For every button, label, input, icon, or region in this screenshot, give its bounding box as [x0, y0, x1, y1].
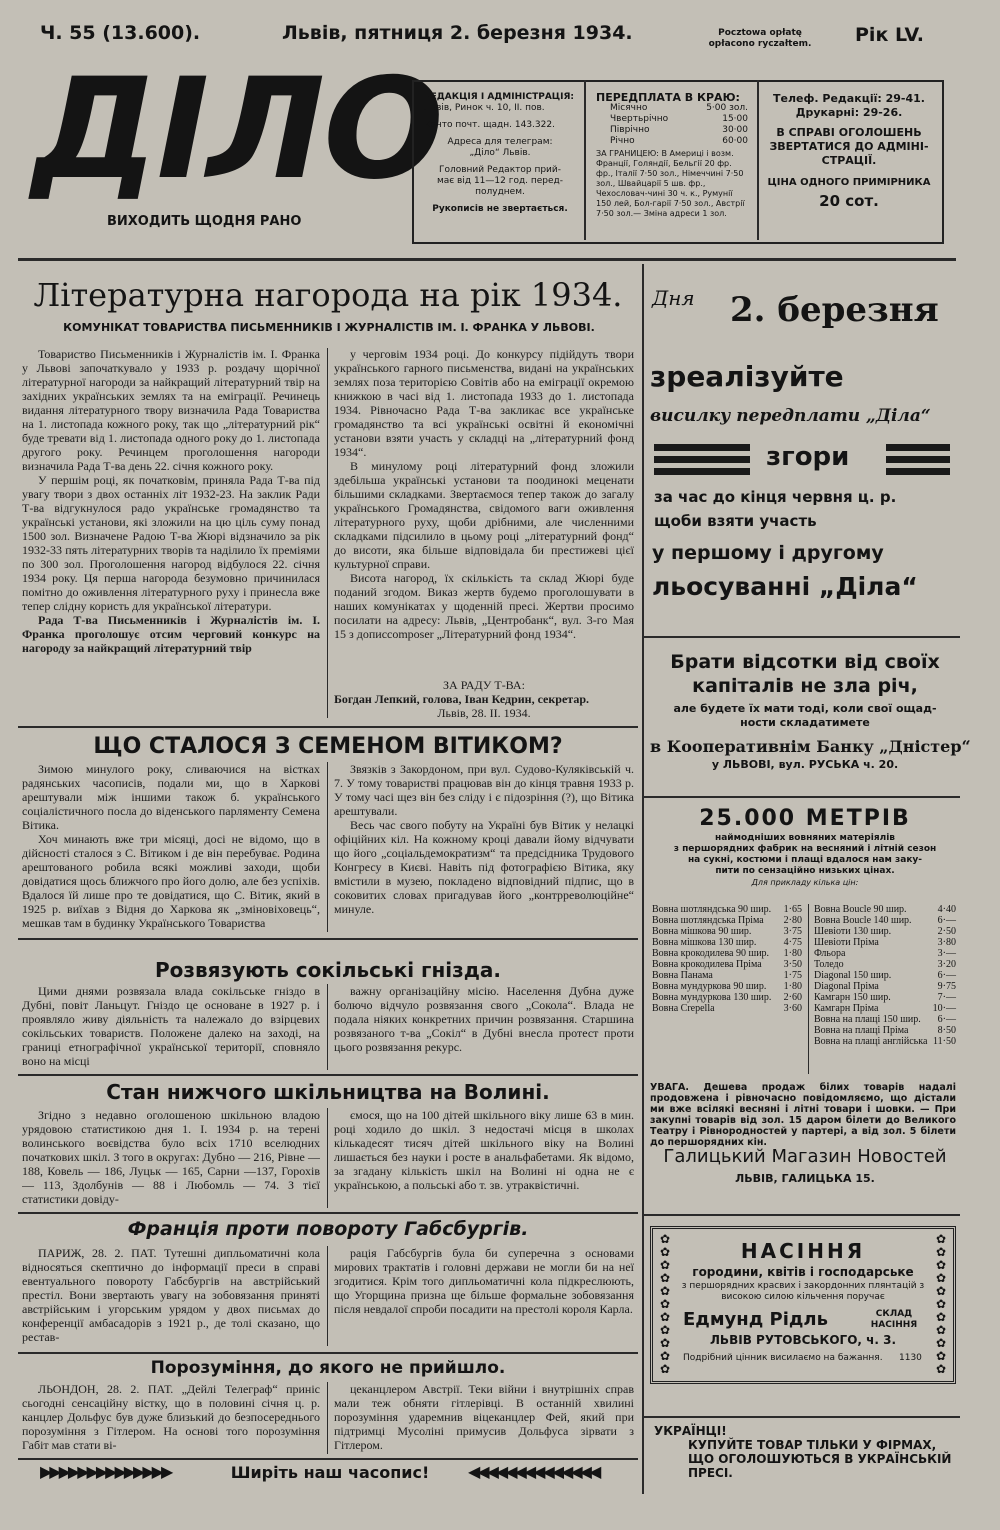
editorial-telegram-label: Адреса для телеграм:	[447, 137, 553, 147]
ad2-line-3: але будете їх мати тоді, коли свої ощад-	[673, 702, 937, 715]
ad4-name: Едмунд Рідль	[683, 1309, 828, 1330]
fabric-name: Вовна шотляндська 90 шир.	[652, 904, 772, 915]
ad3-sub-3: на сукні, костюми і плащі вдалося нам заку-	[687, 855, 923, 865]
fabric-name: Вовна мішкова 130 шир.	[652, 937, 757, 948]
fabric-name: Вовна Boucle 140 шир.	[814, 915, 912, 926]
ad1-date: 2. березня	[730, 290, 939, 330]
article-sokil-col-2	[334, 984, 634, 1070]
ad1-stripe	[654, 444, 750, 451]
ad4-store-2: НАСІННЯ	[870, 1320, 918, 1330]
price-row	[650, 948, 804, 959]
year-number: Рік LV.	[855, 24, 924, 46]
fabric-price: 3·—	[937, 948, 956, 959]
fabric-price: 2·80	[783, 915, 802, 926]
subscription-rate-row	[596, 103, 748, 114]
rate-value: 15·00	[722, 114, 748, 124]
price-row	[812, 926, 958, 937]
article-vitik-col-2	[334, 762, 634, 930]
section-rule	[18, 1458, 638, 1460]
column-divider	[327, 984, 328, 1070]
rate-value: 30·00	[722, 125, 748, 135]
ad-fabrics	[650, 806, 960, 1206]
ad1-lottery: льосуванні „Діла“	[652, 572, 918, 601]
price-row	[650, 959, 804, 970]
paragraph: В минулому році літературний фонд зложили здебільша українські установи та поодинокі меценати більшими складками. Звертаємося тепер також до загалу українського Громадянства, свідомого ваги оживлення літературного руху, щоби дрібними, але численними складками підсилило в цьому році „літературний фонд“ до висоти, яка більше відповідала би престижеві цієї культурної справи.	[334, 459, 634, 571]
price-value: 20 сот.	[819, 192, 879, 210]
ad-divider	[644, 796, 960, 798]
subscription-abroad: ЗА ГРАНИЦЕЮ: В Америці і возм. Франції, Голяндії, Бельгії 20 фр. фр., Італії 7·50 зол., Німеччині 7·50 зол., Швайцарії 5 шв. фр., Чехословач-чині 30 ч. к., Румунії 150 лей, Бол-гарії 7·50 зол., Австрії 7·50 зол.— Зміна адреси 1 зол.	[596, 149, 745, 218]
paragraph: Весь час свого побуту на Україні був Вітик у нелацкі офіційних кіл. На кожному кроці давали йому відчувати що його „соціальдемократизм“ та предсідника Трудового Конгресу в Києві. Навіть під фотографією Вітика, яку вмістили в музею, покладено відповідний підпис, що в соковитих словах пригадував його „контрреволюційне“ минуле.	[334, 818, 634, 916]
article-vitik-title: ЩО СТАЛОСЯ З СЕМЕНОМ ВІТИКОМ?	[93, 734, 563, 759]
ads-note-3: СТРАЦІЇ.	[821, 154, 877, 167]
article-habsburg-col-2	[334, 1246, 634, 1346]
ad3-sub-1: наймодніших вовняних матеріялів	[715, 833, 895, 843]
subscription-rate-row	[596, 136, 748, 147]
column-divider-main	[642, 264, 644, 1494]
masthead-divider-2	[757, 80, 759, 240]
price-row	[650, 970, 804, 981]
flower-border-left: ✿ ✿ ✿ ✿ ✿ ✿ ✿ ✿ ✿ ✿ ✿	[659, 1233, 671, 1376]
ad-ukrainians	[654, 1424, 954, 1480]
masthead-bottom-rule	[18, 258, 956, 261]
flower-border-right: ✿ ✿ ✿ ✿ ✿ ✿ ✿ ✿ ✿ ✿ ✿	[935, 1233, 947, 1376]
ad4-line-1: городини, квітів і господарське	[692, 1265, 914, 1279]
article-volyn-schools-col-2	[334, 1108, 634, 1208]
ad-subscription	[650, 280, 960, 620]
editorial-hours-2: має від 11—12 год. перед-	[436, 176, 564, 186]
fabric-price: 10·—	[932, 1003, 956, 1014]
column-divider	[327, 1246, 328, 1346]
price-row	[812, 1003, 958, 1014]
ad2-address: у ЛЬВОВІ, вул. РУСЬКА ч. 20.	[711, 758, 899, 771]
ad1-stripe	[654, 468, 750, 475]
fabric-price: 1·80	[783, 948, 802, 959]
price-row	[650, 937, 804, 948]
fabric-name: Diagonal Пріма	[814, 981, 879, 992]
ad5-line-3: ЩО ОГОЛОШУЮТЬСЯ В УКРАЇНСЬКІЙ	[688, 1452, 952, 1466]
column-divider	[327, 1108, 328, 1208]
zigzag-left: ▶▶▶▶▶▶▶▶▶▶▶▶▶▶	[40, 1462, 171, 1481]
ad-divider	[644, 1416, 960, 1418]
fabric-price: 1·75	[783, 970, 802, 981]
price-row	[650, 992, 804, 1003]
rate-period: Річно	[610, 136, 635, 146]
ad-divider	[644, 1214, 960, 1216]
ad2-line-2: капіталів не зла річ,	[692, 675, 918, 697]
editorial-hours-1: Головний Редактор прий-	[438, 165, 561, 175]
fabric-name: Вовна мішкова 90 шир.	[652, 926, 752, 937]
ad5-line-1: УКРАЇНЦІ!	[654, 1424, 727, 1438]
price-label: ЦІНА ОДНОГО ПРИМІРНИКА	[767, 177, 931, 188]
paragraph: ПАРИЖ, 28. 2. ПАТ. Тутешні дипльоматичні кола відносяться скептично до інформації преси в справі евентуального повороту Габсбургів на австрійський престіл. Вони звертають увагу на зобовязання принятi австрійським і угорським урядом у двох письмах до конференції амбасадорів з 1921 р., де толі сказано, що рестав-	[22, 1246, 320, 1344]
ads-note-2: ЗВЕРТАТИСЯ ДО АДМІНІ-	[769, 140, 929, 153]
fabric-price: 6·—	[937, 915, 956, 926]
ad3-price-divider	[808, 904, 809, 1074]
price-row	[812, 981, 958, 992]
ad3-note: УВАГА. Дешева продаж білих товарів надалі продовжена і рівночасно повідомляємо, що дістали ми вже всілякі весняні і літні товари і шовки. — При закупні товарів від зол. 15 даром білети до Великого Театру і Рівнородностей у партері, а від зол. 5 білети до першорядних кін.	[650, 1082, 956, 1148]
signature-names: Богдан Лепкий, голова, Іван Кедрин, секретар.	[334, 692, 589, 706]
paragraph: Згідно з недавно оголошеною шкільною владою урядовою статистикою дня 1. I. 1934 р. на терені волинського воєвідства було всіх 1710 вселюдних початкових шкіл. З того в округах: Дубно — 216, Рівне — 188, Ковель — 186, Луцьк — 165, Сарни —137, Горохів — 113, Здолбунів — 88 і Любомль — 74. З тієї статистики довіду-	[22, 1108, 320, 1206]
paragraph: цеканцлером Австрії. Теки війни і внутрішніх справ мали теж обняти гітлерівці. В останній хвилині порозуміння ударемнив віцеканцлер Фей, який при підтримці Мусоліні примусив Дольфуса зірвати з Гітлером.	[334, 1382, 634, 1452]
article-literary-award-col-2	[334, 347, 634, 675]
price-row	[812, 970, 958, 981]
fabric-name: Вовна на плащі Пріма	[814, 1025, 909, 1036]
ad3-address: ЛЬВІВ, ГАЛИЦЬКА 15.	[735, 1172, 875, 1185]
fabric-price: 6·—	[937, 970, 956, 981]
ad1-stripe	[886, 444, 950, 451]
issue-number: Ч. 55 (13.600).	[40, 22, 201, 44]
ad1-realize: зреалізуйте	[650, 360, 844, 393]
fabric-price: 2·60	[783, 992, 802, 1003]
article-habsburg-title: Франція проти повороту Габсбургів.	[127, 1218, 529, 1240]
subscription-rates	[596, 103, 748, 147]
ad1-send: висилку передплати „Діла“	[650, 406, 931, 426]
zigzag-right: ◀◀◀◀◀◀◀◀◀◀◀◀◀◀	[468, 1462, 599, 1481]
article-literary-award-title: Літературна нагорода на рік 1934.	[33, 276, 623, 314]
ad1-stripe	[886, 468, 950, 475]
price-row	[812, 992, 958, 1003]
ad-seeds	[650, 1226, 956, 1384]
ad1-stripe	[654, 456, 750, 463]
fabric-price: 3·50	[783, 959, 802, 970]
ad-divider	[644, 636, 960, 638]
ad2-bank-name: в Кооперативнім Банку „Дністер“	[650, 737, 971, 756]
price-row	[650, 981, 804, 992]
fabric-name: Вовна Boucle 90 шир.	[814, 904, 907, 915]
ad4-code: 1130	[899, 1353, 922, 1363]
paragraph: Цими днями розвязала влада сокільське гніздо в Дубні, повіт Ланьцут. Гніздо це основане в 1927 р. і проявляло живу діяльність та належало до взірцевих сокільських товариств. Положене далеко на заході, на границі етнографічної української території, сповняло воно на місці	[22, 984, 320, 1068]
price-row	[812, 915, 958, 926]
article-habsburg-col-1	[22, 1246, 320, 1346]
editorial-manuscripts: Рукописів не звертається.	[432, 204, 568, 214]
section-rule	[18, 938, 638, 940]
fabric-price: 11·50	[933, 1036, 956, 1047]
article-dollfuss-col-1	[22, 1382, 320, 1454]
price-row	[812, 1025, 958, 1036]
ad4-store-label	[859, 1309, 929, 1331]
editorial-title: РЕДАКЦІЯ І АДМІНІСТРАЦІЯ:	[424, 92, 575, 102]
ad1-stripe	[886, 456, 950, 463]
fabric-price: 1·80	[783, 981, 802, 992]
price-row	[812, 959, 958, 970]
signature-date: Львів, 28. II. 1934.	[437, 706, 531, 720]
signature-head: ЗА РАДУ Т-ВА:	[443, 678, 525, 692]
paragraph: Товариство Письменників і Журналістів ім. І. Франка у Львові започаткувало у 1933 р. роздачу щорічної літературної нагороди за найкращий літературний твір на західних українських землях та на еміграції. Речинець видання літературного твору визначила Рада Товариства на 1. листопада кожного року, так що „літературний рік“ буде тревати від 1. листопада одного року до 1. листопада другого року. Речинцем проголошення нагороди визначила Рада Т-ва день 22. січня кожного року.	[22, 347, 320, 473]
postage-line-2: opłacono ryczałtem.	[708, 39, 812, 49]
ad2-line-1: Брати відсотки від своїх	[670, 651, 940, 673]
article-dollfuss-col-2	[334, 1382, 634, 1454]
fabric-name: Шевіоти 130 шир.	[814, 926, 892, 937]
postage-note	[686, 28, 834, 50]
fabric-name: Diagonal 150 шир.	[814, 970, 892, 981]
ad3-title: 25.000 МЕТРІВ	[699, 806, 911, 831]
subscription-title: ПЕРЕДПЛАТА В КРАЮ:	[596, 91, 740, 104]
rate-period: Місячно	[610, 103, 648, 113]
price-row	[812, 937, 958, 948]
fabric-name: Вовна мундуркова 130 шир.	[652, 992, 772, 1003]
fabric-price: 1·65	[783, 904, 802, 915]
fabric-name: Вовна на плащі англійська	[814, 1036, 928, 1047]
rate-period: Чвертьрічно	[610, 114, 669, 124]
ad3-sub-4: пити по сензаційно низьких цінах.	[715, 866, 895, 876]
editorial-account: Конто почт. щадн. 143.322.	[424, 120, 555, 130]
paragraph: Висота нагород, їх скількість та склад Жюрі буде поданий згодом. Виказ жертв будемо проголошувати в наших комунікатах у щоденній пресі. Жертви просимо посилати на адресу: Львів, „Центробанк“, вул. 3-го Мая 15 з дописcomposer „Літературний фонд 1934“.	[334, 571, 634, 641]
ad5-line-2: КУПУЙТЕ ТОВАР ТІЛЬКИ У ФІРМАХ,	[688, 1438, 937, 1452]
fabric-price: 3·75	[783, 926, 802, 937]
rate-value: 5·00 зол.	[706, 103, 748, 113]
fabric-price: 7·—	[937, 992, 956, 1003]
fabric-price: 4·40	[937, 904, 956, 915]
dateline: Львів, пятниця 2. березня 1934.	[282, 22, 633, 44]
fabric-price: 9·75	[937, 981, 956, 992]
article-volyn-schools-col-1	[22, 1108, 320, 1208]
price-row	[812, 948, 958, 959]
fabric-price: 8·50	[937, 1025, 956, 1036]
fabric-price: 3·80	[937, 937, 956, 948]
price-row	[812, 1014, 958, 1025]
column-divider	[327, 762, 328, 932]
column-divider	[327, 348, 328, 718]
fabric-name: Вовна шотляндська Пріма	[652, 915, 764, 926]
ad5-line-4: ПРЕСІ.	[688, 1466, 733, 1480]
paragraph: Хоч минають вже три місяці, досі не відомо, що в дійсності сталося з С. Вітиком і де він перебуває. Родина арештованого робила всякі можливі заходи, щоби довідатися щось ближчого про його долю, але без успіхів. Вдалося їй лише про те довідатися, що С. Вітик, який в 1925 р. виїхав з Відня до Харкова як „зміновіховець“, мешкав там в будинку Українського Товариства	[22, 832, 320, 930]
article-literary-award-subtitle: КОМУНІКАТ ТОВАРИСТВА ПИСЬМЕННИКІВ І ЖУРНАЛІСТІВ ІМ. І. ФРАНКА У ЛЬВОВІ.	[63, 321, 595, 334]
paragraph: ємося, що на 100 дітей шкільного віку лише 63 в мин. році ходило до шкіл. З недостачі місця в школах кількадесят тисяч дітей шкільного віку на Волині лишається без науки і росте в анальфабетами. Як відомо, за згадану кількість шкіл на Волині ні одна не є українською, а польські або т. зв. утраквістичні.	[334, 1108, 634, 1192]
section-rule	[18, 1212, 638, 1214]
paragraph: важну організаційну місію. Населення Дубна дуже болючо відчуло розвязання свого „Сокола“. Влада не подала ніяких конкретних причин розвязання. Старшина розвязаного т-ва „Сокіл“ в Дубні внесла протест проти цього розвязання рекурс.	[334, 984, 634, 1054]
ad4-title: НАСІННЯ	[740, 1239, 866, 1263]
article-literary-award-col-1	[22, 347, 320, 713]
ad3-sub-2: з першорядних фабрик на весняний і літній сезон	[673, 844, 937, 854]
phone-printing: Друкарні: 29-26.	[795, 106, 903, 119]
fabric-name: Вовна мундуркова 90 шир.	[652, 981, 767, 992]
paragraph: У першім році, як початковім, приняла Рада Т-ва під увагу твори з двох останніх літ 1932-23. На заклик Ради Т-ва відгукнулося радо українське громадянство та українські установи, які зложили на цю ціль суму понад 1500 зол. Визначене Радою Т-ва Жюрі відзначило за рік 1932-33 пять літературних творів та наділило їх преміями по 300 зол. Проголошення нагород відбулося 22. січня 1934 року. Ця перша нагорода безумовно причинилася помітно до оживлення літературного руху і принесла вже тепер слідну користь для української літератури.	[22, 473, 320, 613]
ad-bank	[650, 650, 971, 790]
paragraph: у черговім 1934 році. До конкурсу підійдуть твори українського гарного письменства, видані на українських землях поза територією Совітів або на еміграції окремою книжкою в часі від 1. листопада 1933 до 1. листопада 1934. Рівночасно Рада Т-ва закликає все українське громадянство та всі українські освітні й економічні установи взяти участь у складці на „літературний фонд 1934“.	[334, 347, 634, 459]
price-row	[812, 904, 958, 915]
ad1-upfront: згори	[766, 442, 850, 472]
ad1-first-second: у першому і другому	[652, 542, 884, 564]
paragraph: Зимою минулого року, сливаючися на вістках радянських часописів, подали ми, що в Харкові арештували між іншими також б. українського соціалістичного посла до віденського парляменту Семена Вітика.	[22, 762, 320, 832]
fabric-name: Фльора	[814, 948, 846, 959]
fabric-price: 4·75	[783, 937, 802, 948]
rate-period: Піврічно	[610, 125, 650, 135]
editorial-hours-3: полуднем.	[475, 187, 525, 197]
ad2-line-4: ности складатимете	[740, 716, 870, 729]
article-volyn-schools-title: Стан нижчого шкільництва на Волині.	[106, 1080, 550, 1104]
editorial-box	[424, 92, 576, 215]
masthead-logo: ДІЛО	[32, 48, 442, 211]
editorial-telegram: „Діло“ Львів.	[469, 148, 531, 158]
fabric-name: Вовна Панама	[652, 970, 713, 981]
article-sokil-col-1	[22, 984, 320, 1070]
subscription-box	[596, 92, 748, 219]
price-row	[812, 1036, 958, 1047]
section-rule	[18, 1352, 638, 1354]
fabric-price: 3·60	[783, 1003, 802, 1014]
article-sokil-title: Розвязують сокільські гнізда.	[154, 958, 502, 982]
fabric-name: Толедо	[814, 959, 844, 970]
fabric-price: 6·—	[937, 1014, 956, 1025]
ad1-period: за час до кінця червня ц. р.	[654, 488, 897, 506]
fabric-name: Камгарн Пріма	[814, 1003, 879, 1014]
fabric-name: Вовна крокодилева Пріма	[652, 959, 762, 970]
rate-value: 60·00	[722, 136, 748, 146]
fabric-name: Камгарн 150 шир.	[814, 992, 891, 1003]
phone-editorial: Телеф. Редакції: 29-41.	[773, 92, 925, 105]
ad1-participate: щоби взяти участь	[654, 512, 817, 530]
fabric-price: 3·20	[937, 959, 956, 970]
section-rule	[18, 726, 638, 728]
fabric-name: Шевіоти Пріма	[814, 937, 879, 948]
ad3-price-list-right	[812, 904, 958, 1047]
editorial-address: Львів, Ринок ч. 10, II. пов.	[424, 103, 545, 113]
paragraph: Звязків з Закордоном, при вул. Судово-Куляківській ч. 7. У тому товаристві працював він до кінця травня 1933 р. У тому часі щез він без сліду і є підозріння (?), що Вітика арештували.	[334, 762, 634, 818]
column-divider	[327, 1382, 328, 1454]
subscription-rate-row	[596, 114, 748, 125]
subscribe-slogan: Ширіть наш часопис!	[230, 1463, 430, 1482]
ad4-footnote: Подрібний цінник висилаємо на бажання.	[683, 1353, 883, 1363]
price-row	[650, 915, 804, 926]
fabric-name: Вовна на плащі 150 шир.	[814, 1014, 921, 1025]
ad4-line-2: з першорядних красвих і закордонних плянтацій з високою силою кільчення поручає	[681, 1281, 925, 1302]
masthead-divider-1	[584, 80, 586, 240]
postage-line-1: Pocztowa opłatę	[718, 28, 802, 38]
masthead-tagline: ВИХОДИТЬ ЩОДНЯ РАНО	[107, 214, 302, 229]
phone-box	[764, 92, 934, 208]
paragraph: рація Габсбургів була би суперечна з основами мирових трактатів і головні держави не могли би на неї згодитися. Крім того дипльоматичні кола підкреслюють, що Угорщина призна ще більше формальне зобовязання після невдалої спроби посадити на престолі короля Карла.	[334, 1246, 634, 1316]
fabric-name: Вовна Crepella	[652, 1003, 715, 1014]
price-row	[650, 926, 804, 937]
fabric-price: 2·50	[937, 926, 956, 937]
ads-note-1: В СПРАВІ ОГОЛОШЕНЬ	[776, 126, 922, 139]
price-row	[650, 1003, 804, 1014]
section-rule	[18, 1074, 638, 1076]
ad1-day: Дня	[652, 286, 695, 310]
paragraph: ЛЬОНДОН, 28. 2. ПАТ. „Дейлі Телеграф“ приніс сьогодні сенсаційну вістку, що в половині січня ц. р. канцлер Дольфус був дуже близький до безпосереднього порозуміння з Гітлером. На основі того порозуміння Габіт мав стати ві-	[22, 1382, 320, 1452]
ad3-price-list-left	[650, 904, 804, 1014]
ad3-sub-5: Для прикладу кілька цін:	[751, 878, 859, 887]
fabric-name: Вовна крокодилева 90 шир.	[652, 948, 770, 959]
subscription-rate-row	[596, 125, 748, 136]
price-row	[650, 904, 804, 915]
paragraph: Рада Т-ва Письменників і Журналістів ім. І. Франка проголошує отсим черговий конкурс на нагороду за найкращий літературний твір	[22, 613, 320, 655]
ad3-shop: Галицький Магазин Новостей	[663, 1146, 947, 1167]
article-dollfuss-title: Порозуміння, до якого не прийшло.	[150, 1358, 506, 1378]
article-vitik-col-1	[22, 762, 320, 930]
ad4-address: ЛЬВІВ РУТОВСЬКОГО, ч. 3.	[709, 1333, 897, 1347]
article-literary-award-signature	[334, 678, 634, 722]
ad4-store-1: СКЛАД	[875, 1309, 913, 1319]
